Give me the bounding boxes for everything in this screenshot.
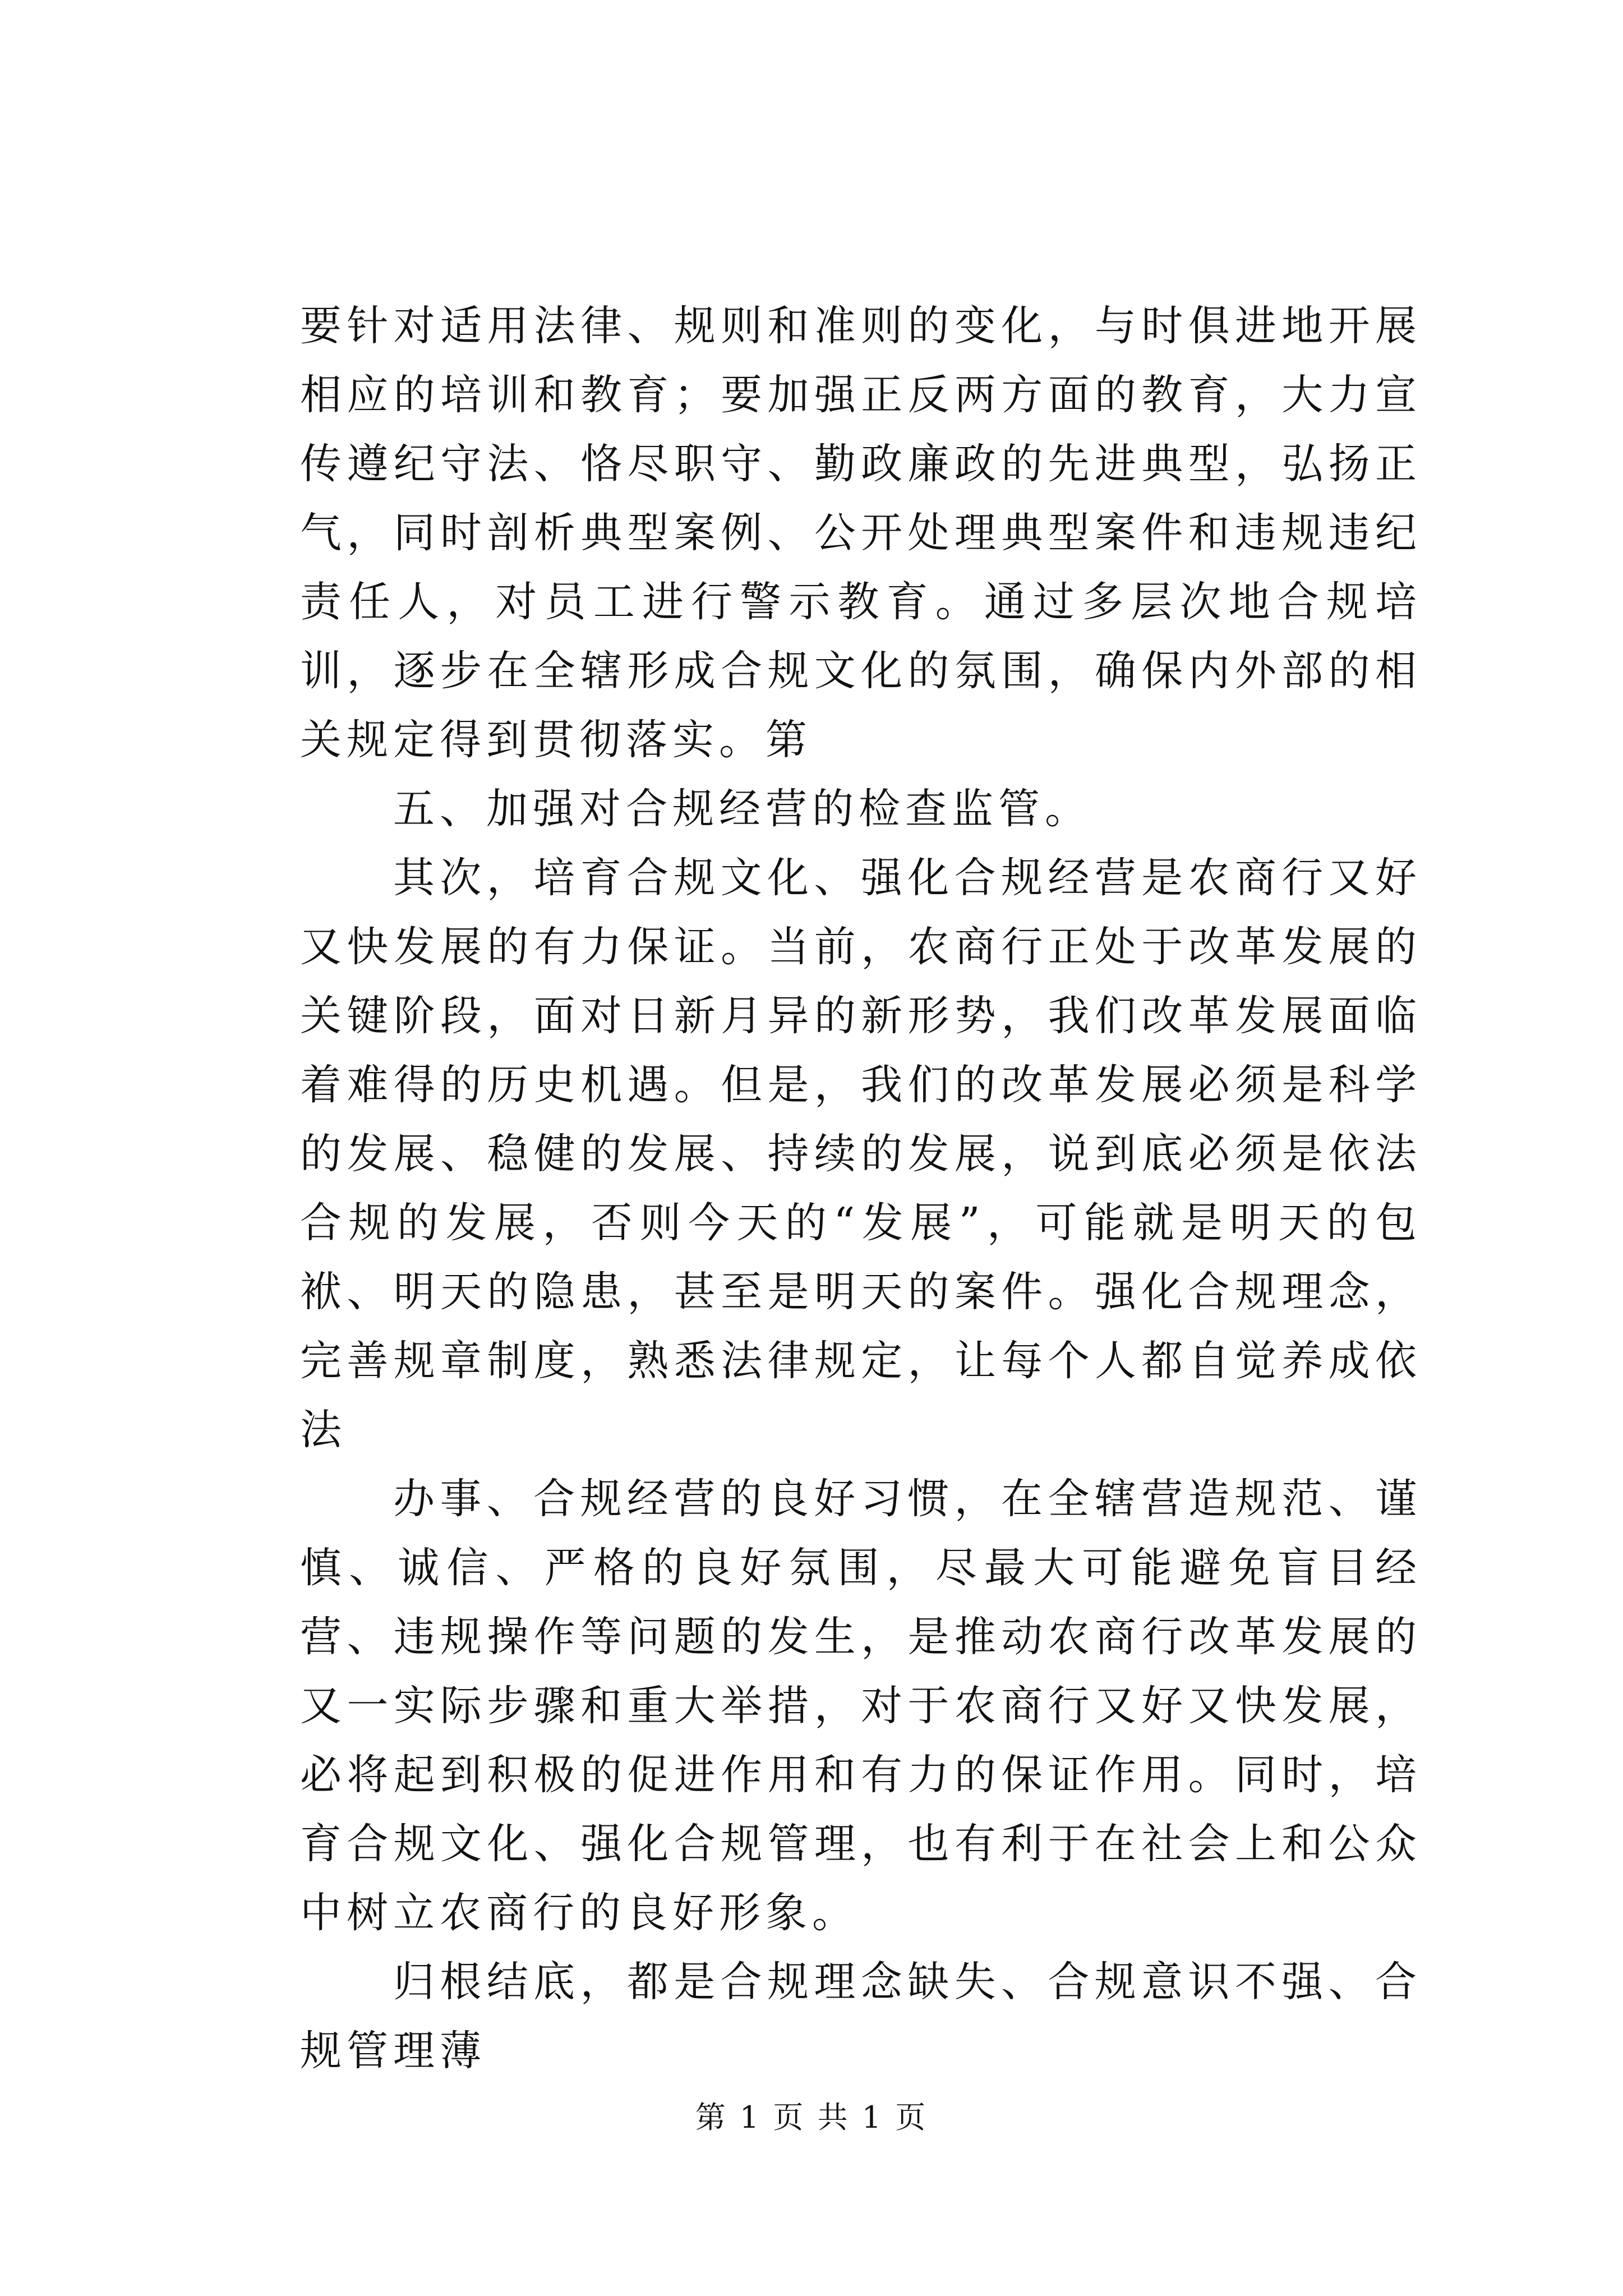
paragraph-1: 要针对适用法律、规则和准则的变化，与时俱进地开展相应的培训和教育；要加强正反两方面的教育，大力宣传遵纪守法、恪尽职守、勤政廉政的先进典型，弘扬正气，同时剖析典型案例、公开处理典型案件和违规违纪责任人，对员工进行警示教育。通过多层次地合规培训，逐步在全辖形成合规文化的氛围，确保内外部的相关规定得到贯彻落实。第: [300, 302, 1422, 764]
paragraph-5: 归根结底，都是合规理念缺失、合规意识不强、合规管理薄: [300, 1958, 1422, 2075]
paragraph-2-heading: 五、加强对合规经营的检查监管。: [393, 785, 1091, 833]
page-footer: [0, 2098, 1623, 2137]
paragraph-4: 办事、合规经营的良好习惯，在全辖营造规范、谨慎、诚信、严格的良好氛围，尽最大可能避免盲目经营、违规操作等问题的发生，是推动农商行改革发展的又一实际步骤和重大举措，对于农商行又好又快发展，必将起到积极的促进作用和有力的保证作用。同时，培育合规文化、强化合规管理，也有利于在社会上和公众中树立农商行的良好形象。: [300, 1475, 1422, 1937]
document-body: [300, 292, 1422, 2086]
page-number-label: 第 1 页 共 1 页: [695, 2100, 928, 2135]
paragraph-3: 其次，培育合规文化、强化合规经营是农商行又好又快发展的有力保证。当前，农商行正处于改革发展的关键阶段，面对日新月异的新形势，我们改革发展面临着难得的历史机遇。但是，我们的改革发展必须是科学的发展、稳健的发展、持续的发展，说到底必须是依法合规的发展，否则今天的“发展”，可能就是明天的包袱、明天的隐患，甚至是明天的案件。强化合规理念，完善规章制度，熟悉法律规定，让每个人都自觉养成依法: [300, 854, 1422, 1454]
